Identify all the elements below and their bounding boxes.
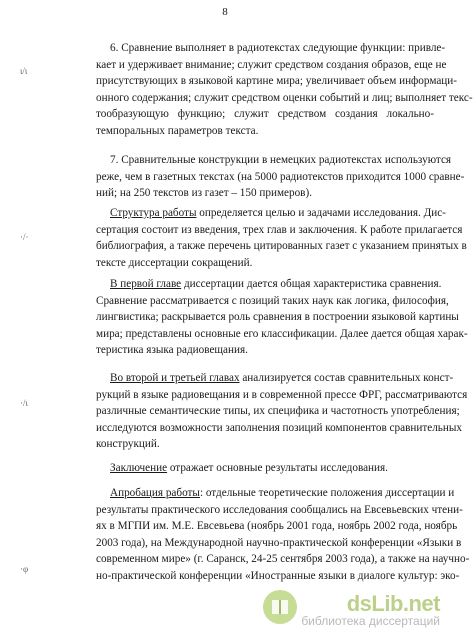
margin-mark: ·/ι [20,398,28,408]
text-line [96,568,460,585]
text-run: исследуются возможности заполнения позиций компонентов сравнительных [96,421,462,434]
text-line [96,309,459,326]
book-icon [263,590,297,624]
watermark [301,593,440,628]
section-heading-link: Во второй и третьей главах [110,372,240,384]
text-line [96,460,434,477]
text-line [96,106,434,123]
text-run: анализируется состав сравнительных конст- [239,372,454,384]
text-line [96,420,462,437]
text-run: современном мире» (г. Саранск, 24-25 сентября 2003 года), а также на научно- [96,553,470,566]
text-run: ях в МГПИ им. М.Е. Евсевьева (ноябрь 2001 года, ноябрь 2002 года, ноябрь [96,520,458,533]
text-run: кает и удерживает внимание; служит средством создания образов, еще не [96,58,447,71]
text-line [96,403,460,420]
paragraph [96,152,465,202]
text-line [96,370,454,387]
text-line [96,342,434,359]
page-number: 8 [222,6,228,18]
text-run: но-практической конференции «Иностранные языки в диалоге культур: эко- [96,569,460,582]
text-line [96,152,452,169]
text-run: Сравнение рассматривается с позиций таких наук как логика, философия, [96,294,449,307]
margin-mark: ·/· [20,232,29,242]
text-line [96,73,457,90]
text-line [96,551,470,568]
text-run: ний; на 250 текстов из газет – 150 примеров). [96,187,312,200]
text-run: 2003 года), на Международной научно-практической конференции «Языки в [96,536,462,549]
text-run: : отдельные теоретические положения диссертации и [199,487,455,499]
text-line [96,205,446,222]
text-line [96,502,463,519]
text-line [96,90,473,107]
margin-mark: ·φ [20,564,29,574]
text-line [96,185,434,202]
section-heading-link: В первой главе [110,278,182,290]
text-line [96,255,434,272]
paragraph [96,40,473,140]
text-line [96,293,449,310]
text-run: конструкций. [96,438,160,451]
text-line [96,238,467,255]
text-line [96,57,447,74]
text-run: определяется целью и задачами исследования. Дис- [196,207,446,219]
text-run: реже, чем в газетных текстах (на 5000 радиотекстов приходится 1000 сравне- [96,170,465,183]
watermark-logo [301,593,440,628]
section-heading-link: Апробация работы [110,487,200,499]
paragraph [96,370,468,453]
text-run: библиография, а также перечень цитированных газет с указанием принятых в [96,240,467,253]
text-run: отражает основные результаты исследования. [167,462,388,474]
text-run: результаты практического исследования сообщались на Евсевьевских чтени- [96,503,463,516]
paragraph [96,460,434,477]
watermark-brand: dsLib.net [346,591,440,616]
section-heading-link: Структура работы [110,207,197,219]
text-line [96,123,434,140]
text-line [96,326,468,343]
text-run: присутствующих в языковой картине мира; увеличивает объем информаци- [96,75,457,88]
text-line [96,222,463,239]
text-run: теристика языка радиовещания. [96,344,248,357]
text-run: различные семантические типы, их специфика и частотность употребления; [96,405,460,418]
text-line [96,518,458,535]
text-line [96,169,465,186]
text-line [96,535,462,552]
margin-mark: ι/ι [20,66,28,76]
text-line [96,40,446,57]
text-run: лингвистика; раскрывается роль сравнения в построении языковой картины [96,311,459,324]
text-run: темпоральных параметров текста. [96,124,259,137]
watermark-caption: библиотека диссертаций [301,614,440,628]
text-run: 6. Сравнение выполняет в радиотекстах следующие функции: привле- [110,42,446,54]
section-heading-link: Заключение [110,462,168,474]
text-run: диссертации дается общая характеристика сравнения. [181,278,442,290]
text-run: сертация состоит из введения, трех глав и заключения. К работе прилагается [96,223,463,236]
text-run: онного содержания; служит средством оценки событий и лиц; выполняет текс- [96,91,473,104]
text-run: рукций в языке радиовещания и в современной прессе ФРГ, рассматриваются [96,388,468,401]
paragraph [96,205,467,271]
text-line [96,276,442,293]
text-run: тексте диссертации сокращений. [96,256,253,269]
text-line [96,387,468,404]
text-line [96,485,455,502]
text-run: тообразующую функцию; служит средством создания локально- [96,108,434,121]
paragraph [96,276,468,359]
text-line [96,436,434,453]
text-run: 7. Сравнительные конструкции в немецких радиотекстах используются [110,154,452,166]
text-run: мира; представлены основные его классификации. Далее дается общая харак- [96,327,468,340]
paragraph [96,485,470,585]
